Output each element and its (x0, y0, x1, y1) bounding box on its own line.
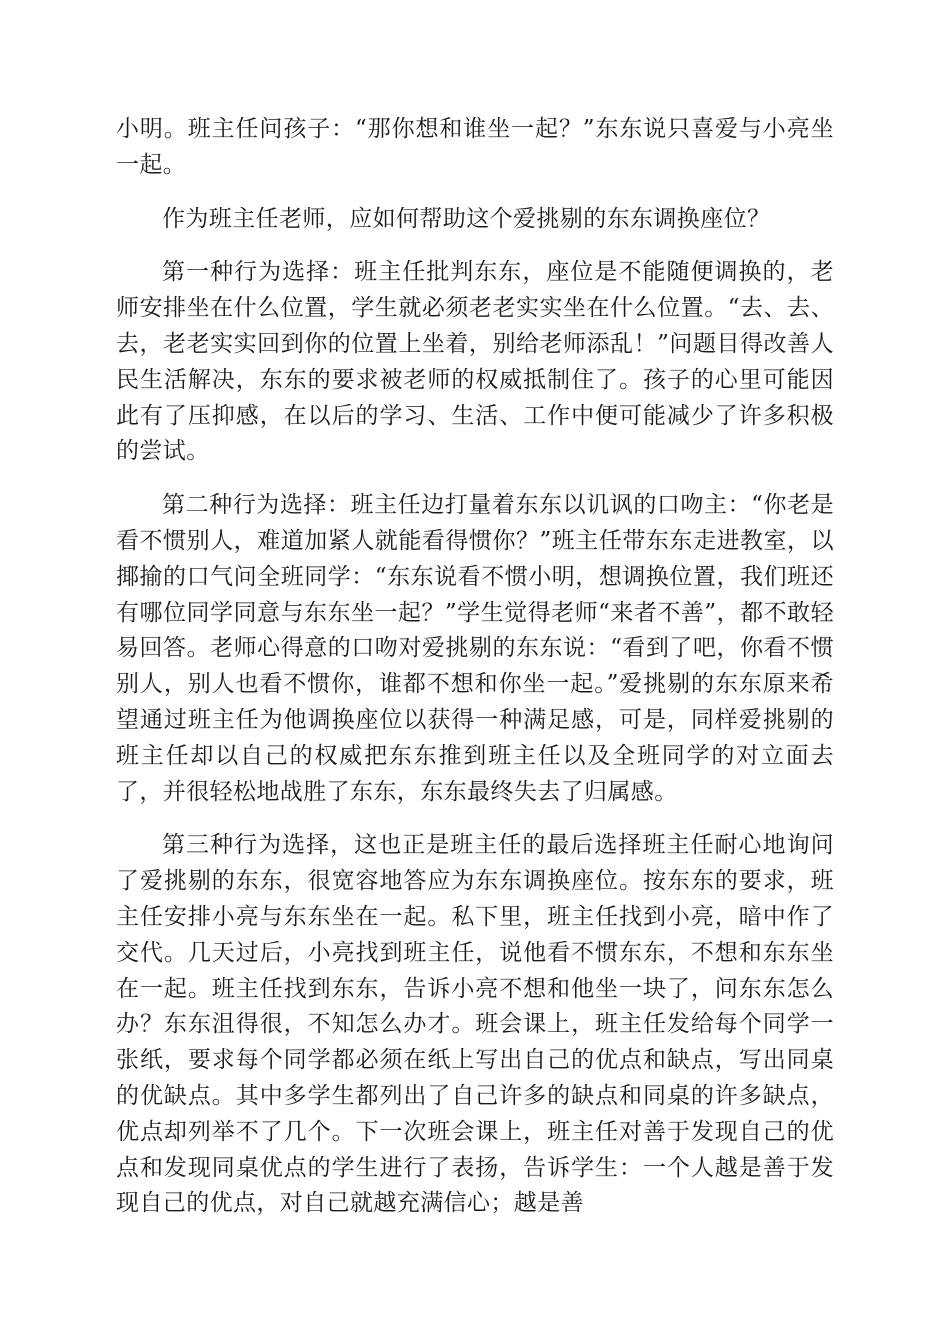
paragraph-5: 第三种行为选择，这也正是班主任的最后选择班主任耐心地询问了爱挑剔的东东，很宽容地答应为东东调换座位。按东东的要求，班主任安排小亮与东东坐在一起。私下里，班主任找到小亮，暗中作了交代。几天过后，小亮找到班主任，说他看不惯东东，不想和东东坐在一起。班主任找到东东，告诉小亮不想和他坐一块了，问东东怎么办？东东沮得很，不知怎么办才。班会课上，班主任发给每个同学一张纸，要求每个同学都必须在纸上写出自己的优点和缺点，写出同桌的优缺点。其中多学生都列出了自己许多的缺点和同桌的许多缺点，优点却列举不了几个。下一次班会课上，班主任对善于发现自己的优点和发现同桌优点的学生进行了表扬，告诉学生：一个人越是善于发现自己的优点，对自己就越充满信心；越是善 (116, 832, 834, 1217)
paragraph-1: 小明。班主任问孩子：“那你想和谁坐一起？”东东说只喜爱与小亮坐一起。 (116, 116, 834, 178)
document-body (116, 112, 834, 1222)
paragraph-4: 第二种行为选择：班主任边打量着东东以讥讽的口吻主：“你老是看不惯别人，难道加紧人就能看得惯你？”班主任带东东走进教室，以揶揄的口气问全班同学：“东东说看不惯小明，想调换位置，我们班还有哪位同学同意与东东坐一起？”学生觉得老师“来者不善”，都不敢轻易回答。老师心得意的口吻对爱挑剔的东东说：“看到了吧，你看不惯别人，别人也看不惯你，谁都不想和你坐一起。”爱挑剔的东东原来希望通过班主任为他调换座位以获得一种满足感，可是，同样爱挑剔的班主任却以自己的权威把东东推到班主任以及全班同学的对立面去了，并很轻松地战胜了东东，东东最终失去了归属感。 (116, 492, 834, 805)
paragraph-3: 第一种行为选择：班主任批判东东，座位是不能随便调换的，老师安排坐在什么位置，学生就必须老老实实坐在什么位置。“去、去、去，老老实实回到你的位置上坐着，别给老师添乱！”问题目得改善人民生活解决，东东的要求被老师的权威抵制住了。孩子的心里可能因此有了压抑感，在以后的学习、生活、工作中便可能减少了许多积极的尝试。 (116, 259, 834, 465)
paragraph-2: 作为班主任老师，应如何帮助这个爱挑剔的东东调换座位？ (162, 205, 771, 232)
